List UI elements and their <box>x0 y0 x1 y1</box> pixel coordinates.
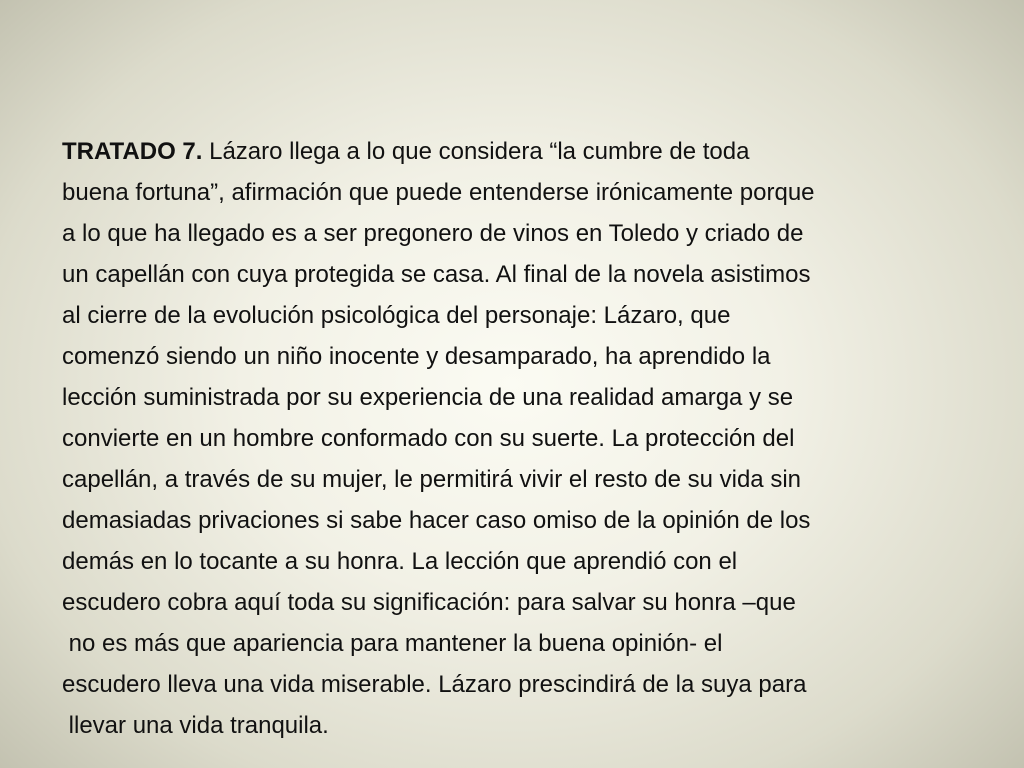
text-line-1 <box>62 131 1002 172</box>
text-line-4: un capellán con cuya protegida se casa. Al final de la novela asistimos <box>62 261 811 288</box>
text-line-7: lección suministrada por su experiencia de una realidad amarga y se <box>62 384 794 411</box>
text-line-12: escudero cobra aquí toda su significación: para salvar su honra –que <box>62 589 796 616</box>
text-line-13: no es más que apariencia para mantener la buena opinión- el <box>62 630 723 657</box>
heading-tratado: TRATADO 7. <box>62 138 203 165</box>
text-line-6: comenzó siendo un niño inocente y desamparado, ha aprendido la <box>62 343 771 370</box>
text-line-8: convierte en un hombre conformado con su suerte. La protección del <box>62 425 795 452</box>
text-line-14: escudero lleva una vida miserable. Lázaro prescindirá de la suya para <box>62 671 807 698</box>
text-line-9: capellán, a través de su mujer, le permitirá vivir el resto de su vida sin <box>62 466 801 493</box>
text-line-5: al cierre de la evolución psicológica del personaje: Lázaro, que <box>62 302 731 329</box>
text-line-11: demás en lo tocante a su honra. La lección que aprendió con el <box>62 548 738 575</box>
text-line-3: a lo que ha llegado es a ser pregonero de vinos en Toledo y criado de <box>62 220 804 247</box>
text-line-1-rest: Lázaro llega a lo que considera “la cumbre de toda <box>202 138 750 165</box>
text-line-2: buena fortuna”, afirmación que puede entenderse irónicamente porque <box>62 179 815 206</box>
slide-text-body <box>62 131 1002 746</box>
text-line-15: llevar una vida tranquila. <box>62 712 329 739</box>
text-line-10: demasiadas privaciones si sabe hacer caso omiso de la opinión de los <box>62 507 811 534</box>
